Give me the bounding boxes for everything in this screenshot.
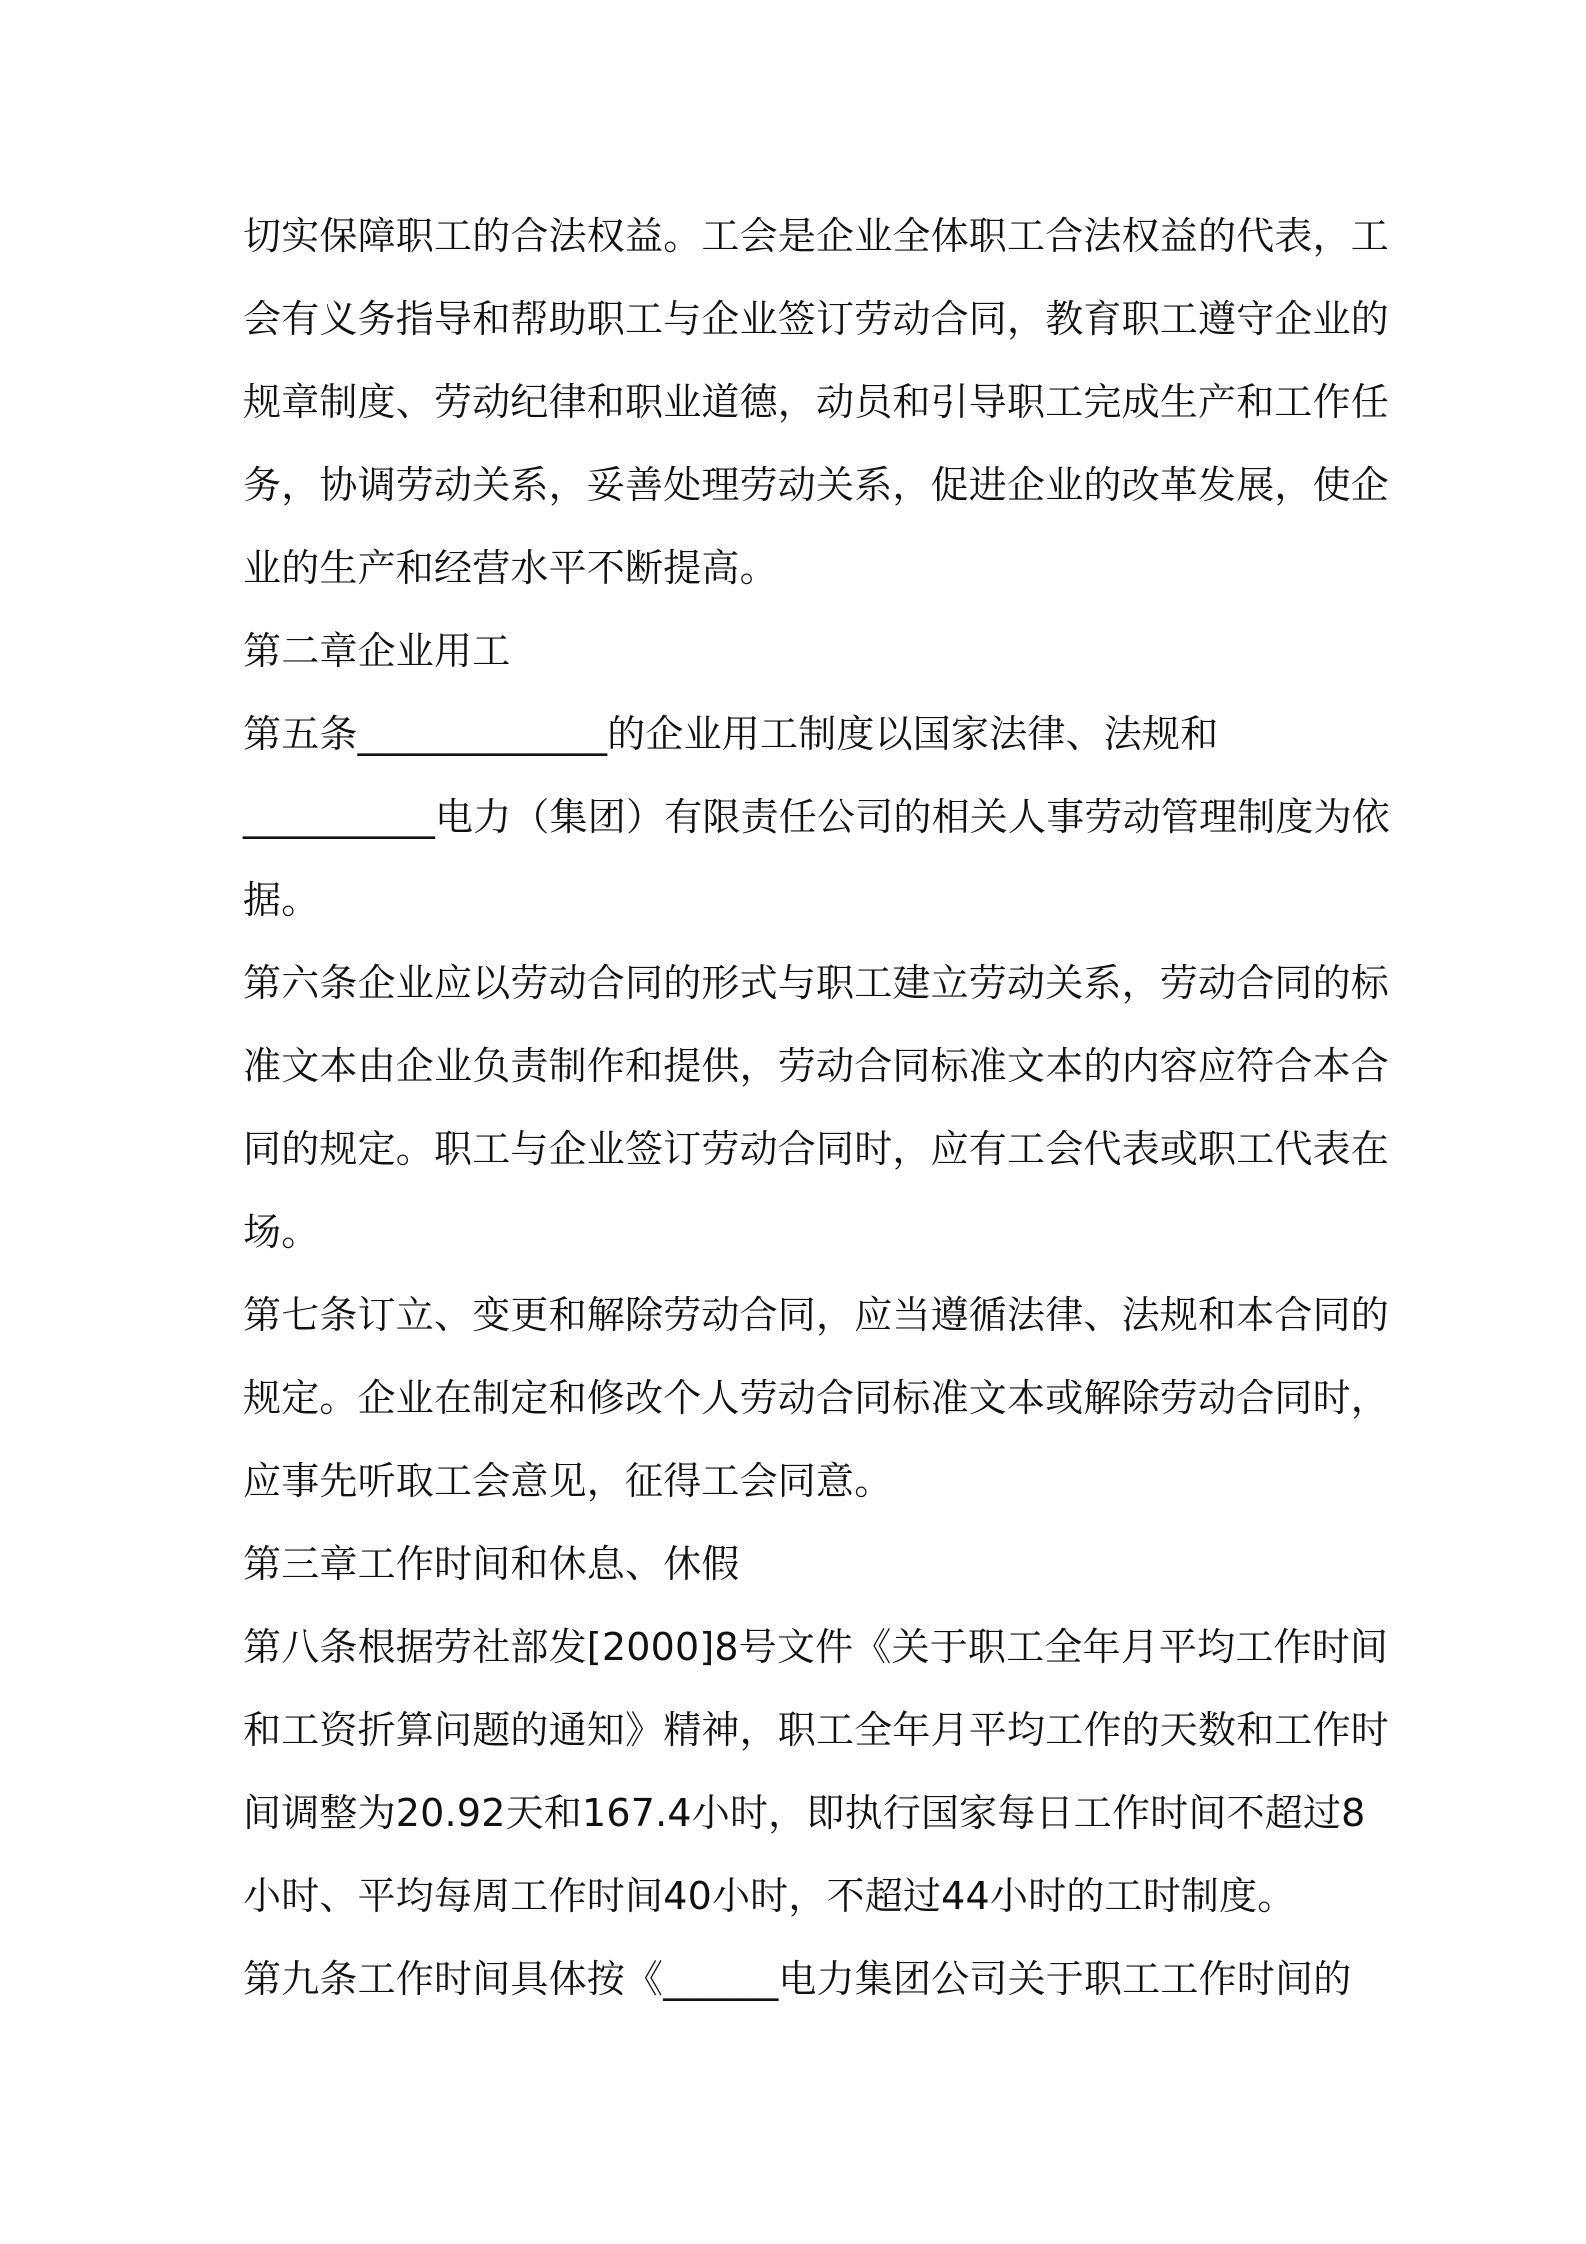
paragraph-line: 业的生产和经营水平不断提高。 [243,546,778,590]
article-line: 场。 [243,1210,320,1254]
paragraph-line: 规章制度、劳动纪律和职业道德，动员和引导职工完成生产和工作任 [243,380,1390,424]
article-line: 第六条企业应以劳动合同的形式与职工建立劳动关系，劳动合同的标 [243,961,1390,1005]
body-text [243,195,1391,2021]
paragraph-line: 切实保障职工的合法权益。工会是企业全体职工合法权益的代表，工 [243,214,1390,258]
article-line: 和工资折算问题的通知》精神，职工全年月平均工作的天数和工作时 [243,1708,1390,1752]
article-line: 第五条_____________的企业用工制度以国家法律、法规和 [243,712,1219,756]
article-line: 第九条工作时间具体按《______电力集团公司关于职工工作时间的 [243,1957,1352,2001]
chapter-heading: 第二章企业用工 [243,629,511,673]
paragraph-line: 会有义务指导和帮助职工与企业签订劳动合同，教育职工遵守企业的 [243,297,1390,341]
article-line: 第八条根据劳社部发[2000]8号文件《关于职工全年月平均工作时间 [243,1625,1389,1669]
article-line: 第七条订立、变更和解除劳动合同，应当遵循法律、法规和本合同的 [243,1293,1390,1337]
chapter-heading: 第三章工作时间和休息、休假 [243,1542,740,1586]
article-line: __________电力（集团）有限责任公司的相关人事劳动管理制度为依 [243,795,1391,839]
article-line: 准文本由企业负责制作和提供，劳动合同标准文本的内容应符合本合 [243,1044,1390,1088]
article-line: 应事先听取工会意见，征得工会同意。 [243,1459,893,1503]
article-line: 规定。企业在制定和修改个人劳动合同标准文本或解除劳动合同时， [243,1376,1390,1420]
article-line: 同的规定。职工与企业签订劳动合同时，应有工会代表或职工代表在 [243,1127,1390,1171]
article-line: 小时、平均每周工作时间40小时，不超过44小时的工时制度。 [243,1874,1296,1918]
article-line: 间调整为20.92天和167.4小时，即执行国家每日工作时间不超过8 [243,1791,1366,1835]
article-line: 据。 [243,878,320,922]
paragraph-line: 务，协调劳动关系，妥善处理劳动关系，促进企业的改革发展，使企 [243,463,1390,507]
